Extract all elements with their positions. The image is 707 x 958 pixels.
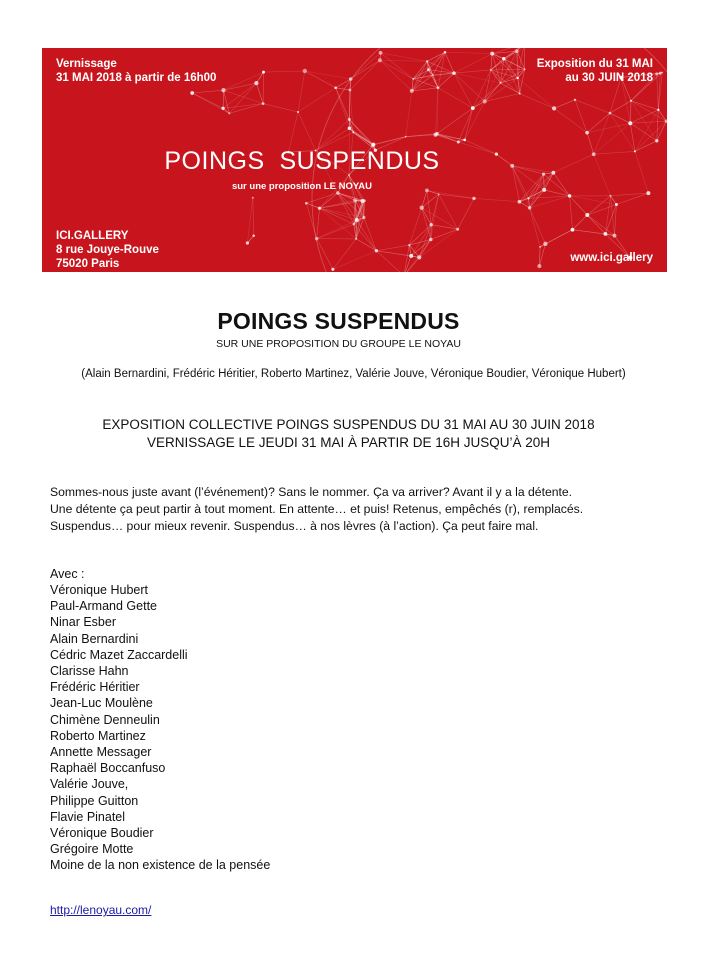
artist-name: Flavie Pinatel <box>50 809 126 824</box>
banner-city: 75020 Paris <box>56 258 120 270</box>
artist-name: Clarisse Hahn <box>50 664 129 679</box>
artist-name: Annette Messager <box>50 745 152 760</box>
website-link[interactable]: http://lenoyau.com/ <box>50 903 152 917</box>
banner-exposition <box>537 57 653 85</box>
event-banner <box>42 48 667 272</box>
artist-name: Frédéric Héritier <box>50 680 140 695</box>
artist-name: Jean-Luc Moulène <box>50 696 153 711</box>
paragraph-line: Une détente ça peut partir à tout moment. En attente… et puis! Retenus, empêchés (r), remplacés. <box>50 502 584 516</box>
exhibition-dates: EXPOSITION COLLECTIVE POINGS SUSPENDUS DU 31 MAI AU 30 JUIN 2018 <box>102 417 595 432</box>
banner-vernissage-label: Vernissage <box>56 58 117 70</box>
artist-name: Moine de la non existence de la pensée <box>50 858 271 873</box>
artist-name: Véronique Hubert <box>50 583 148 597</box>
artist-name: Raphaël Boccanfuso <box>50 761 166 776</box>
banner-exposition-start: Exposition du 31 MAI <box>536 58 653 70</box>
page-title: POINGS SUSPENDUS <box>217 308 460 334</box>
vernissage-info: VERNISSAGE LE JEUDI 31 MAI À PARTIR DE 16H JUSQU’À 20H <box>146 435 551 450</box>
banner-gallery-name: ICI.GALLERY <box>56 230 129 242</box>
avec-label: Avec : <box>50 567 85 581</box>
artists-line: (Alain Bernardini, Frédéric Héritier, Roberto Martinez, Valérie Jouve, Véronique Boudier, Véronique Hubert) <box>81 368 626 380</box>
artist-name: Valérie Jouve, <box>50 777 129 792</box>
banner-subtitle: sur une proposition LE NOYAU <box>231 181 373 192</box>
banner-website: www.ici.gallery <box>570 252 653 264</box>
artist-name: Véronique Boudier <box>50 826 154 841</box>
paragraph-line: Suspendus… pour mieux revenir. Suspendus… à nos lèvres (à l’action). Ça peut faire mal. <box>50 519 539 533</box>
page-subtitle: SUR UNE PROPOSITION DU GROUPE LE NOYAU <box>216 338 461 350</box>
banner-title: POINGS SUSPENDUS <box>164 147 440 175</box>
banner-exposition-end: au 30 JUIN 2018 <box>565 72 653 84</box>
paragraph-line: Sommes-nous juste avant (l’événement)? Sans le nommer. Ça va arriver? Avant il y a la détente. <box>50 485 573 499</box>
artist-name: Chimène Denneulin <box>50 712 160 727</box>
banner-vernissage <box>56 57 216 85</box>
artist-name: Grégoire Motte <box>50 842 134 857</box>
banner-address <box>56 229 159 271</box>
artist-name: Philippe Guitton <box>50 793 139 808</box>
banner-street: 8 rue Jouye-Rouve <box>56 244 159 256</box>
artist-name: Roberto Martinez <box>50 728 146 743</box>
banner-vernissage-date: 31 MAI 2018 à partir de 16h00 <box>56 72 217 84</box>
artist-name: Alain Bernardini <box>50 631 139 646</box>
description-paragraph <box>50 484 660 535</box>
artist-list <box>50 582 270 874</box>
artist-name: Cédric Mazet Zaccardelli <box>50 647 188 662</box>
exhibition-info <box>0 416 697 452</box>
artist-name: Paul-Armand Gette <box>50 599 157 614</box>
artist-name: Ninar Esber <box>50 615 116 630</box>
